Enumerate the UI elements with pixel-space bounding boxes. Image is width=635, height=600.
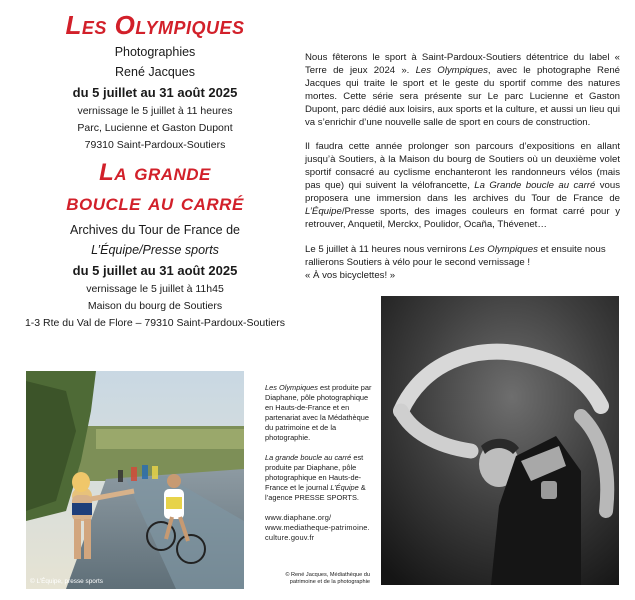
credit-paragraph-1 [265,383,373,443]
body-paragraph-3 [305,244,620,283]
body-p2-text-b: vous proposera une immersion dans les archives du Tour de France de [305,180,620,205]
event1-photographer: René Jacques [115,65,195,79]
body-paragraph-2 [305,141,620,231]
body-p2-emphasis-2: L’Équipe [305,205,342,217]
credit-paragraph-2 [265,453,373,503]
body-p1-emphasis: Les Olympiques [415,64,488,76]
body-p3-text-a: Le 5 juillet à 11 heures nous vernirons [305,243,470,255]
body-p2-text-c: /Presse sports, des images couleurs en format carré pour y retrouver, Anquetil, Merckx, Poulidor, Ocaña, Thévenet… [305,205,620,230]
credit-2-text: est produite par Diaphane, pôle photographique en Hauts-de-France et le journal [265,453,364,492]
credit-links [265,513,373,543]
event2-address: 1-3 Rte du Val de Flore – 79310 Saint-Pardoux-Soutiers [24,317,286,329]
link-mediatheque[interactable]: www.mediatheque-patrimoine.culture.gouv.fr [265,523,370,542]
credit-1-title: Les Olympiques [265,383,318,392]
event2-archives: Archives du Tour de France de [69,223,240,237]
event2-venue: Maison du bourg de Soutiers [87,300,223,312]
credit-2-title: La grande boucle au carré [265,453,352,462]
event-info-column [14,8,296,332]
body-p2-text-a: Il faudra cette année prolonger son parcours d’expositions en allant jusqu’à Soutiers, à la Maison du bourg de Soutiers où un deuxième volet sportif consacré au cyclisme enchanteront les randonneurs vélos (mais pas que) qui suivent la vélofrancette, [305,141,620,192]
body-text [305,52,620,295]
body-p3-emphasis: Les Olympiques [469,243,538,255]
event1-vernissage: vernissage le 5 juillet à 11 heures [77,105,233,117]
photo-credit-right: © René Jacques, Médiathèque du patrimoine et de la photographie [285,572,370,586]
athlete-photo [381,296,619,585]
event2-vernissage: vernissage le 5 juillet à 11h45 [86,283,224,295]
body-p3-text-b: et ensuite nous rallierons Soutiers à vélo pour le second vernissage ! [305,243,606,268]
link-diaphane[interactable]: www.diaphane.org/ [265,513,332,522]
credit-1-text: est produite par Diaphane, pôle photographique en Hauts-de-France et en partenariat avec la Médathèque du patrimoine et de la photographie. [265,383,372,442]
credit-2-text-end: & l’agence PRESSE SPORTS. [265,483,366,502]
event1-dates: du 5 juillet au 31 août 2025 [72,85,238,100]
cycling-photo-illustration [26,371,244,589]
event1-title: Les Olympiques [65,10,245,40]
event2-source: L’Équipe/Presse sports [91,243,219,257]
event2-title-line2: boucle au carré [66,189,244,216]
credit-2-newspaper: L’Équipe [330,483,359,492]
event2-dates: du 5 juillet au 31 août 2025 [72,263,238,278]
photo-credit-left: © L’Équipe, presse sports [30,578,103,585]
body-p1-text-b: , avec le photographe René Jacques qui traite le sport et le geste du sportif comme des natures mortes. Cette série sera présente sur Le parc Lucienne et Gaston Dupont, parc dédié aux loisirs, aux sports et la culture, et aussi un lieu qui va s’enrichir d’une nouvelle salle de sport en cours de construction. [305,64,620,128]
body-p1-text-a: Nous fêterons le sport à Saint-Pardoux-Soutiers détentrice du label « Terre de jeux 2024 ». [305,52,620,76]
body-p2-emphasis-1: La Grande boucle au carré [474,180,596,192]
cycling-photo [26,371,244,589]
athlete-photo-illustration [381,296,619,585]
body-p3-slogan: « À vos bicyclettes! » [305,269,396,281]
production-credits [265,383,373,553]
event1-subtitle: Photographies [114,45,196,59]
body-paragraph-1 [305,52,620,129]
event1-city: 79310 Saint-Pardoux-Soutiers [84,139,226,151]
event2-title-line1: La grande [99,159,211,186]
event1-venue: Parc, Lucienne et Gaston Dupont [77,122,233,134]
